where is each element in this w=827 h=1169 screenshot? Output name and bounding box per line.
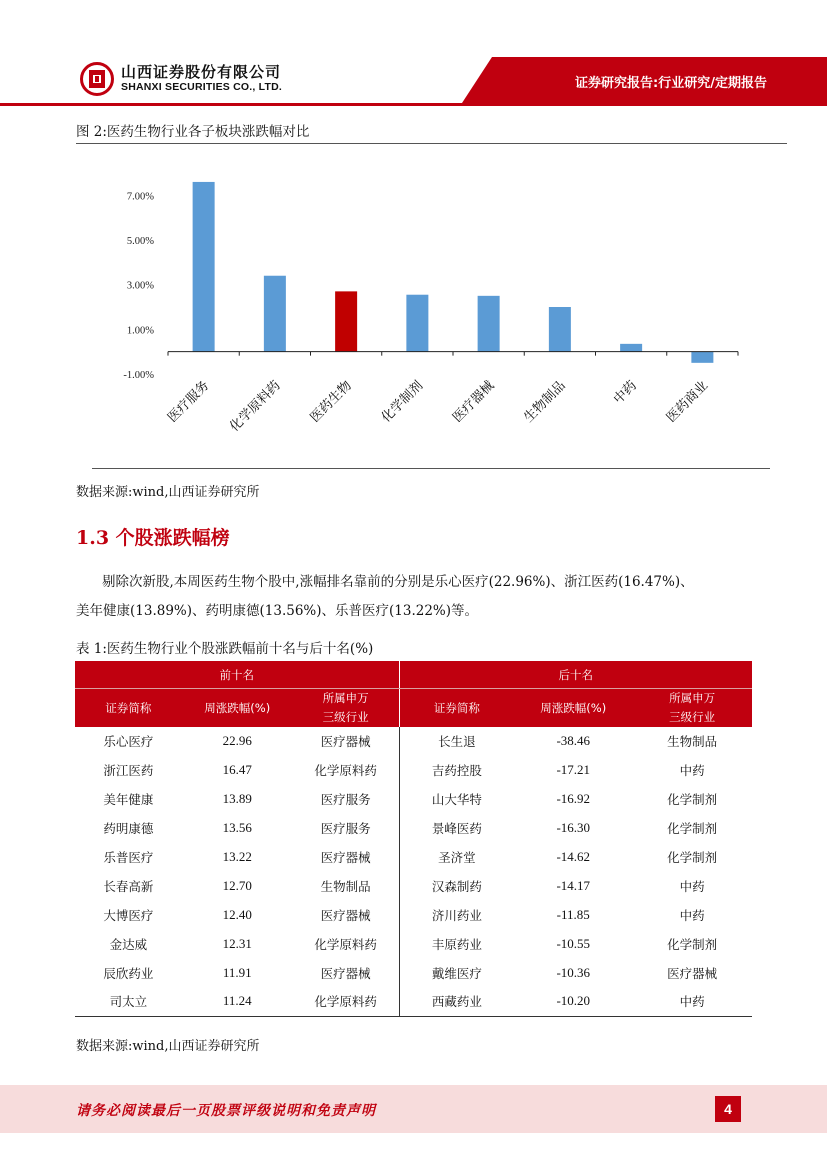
report-type-label: 证券研究报告:行业研究/定期报告 [575, 76, 767, 91]
cell-industry: 医疗服务 [293, 785, 399, 814]
col-header-name: 证券简称 [399, 689, 514, 728]
bar-chart [92, 150, 772, 468]
group-header-top10: 前十名 [75, 661, 399, 689]
cell-weekly-change: 16.47 [222, 762, 252, 778]
cell-industry: 生物制品 [667, 734, 718, 750]
stock-ranking-table [75, 661, 752, 1017]
figure-bottom-rule [92, 468, 770, 469]
cell-stock-name: 丰原药业 [431, 936, 482, 952]
cell-stock-name: 景峰医药 [431, 821, 482, 837]
header-divider [0, 103, 827, 106]
cell-weekly-change: -16.30 [556, 820, 591, 836]
cell-stock-name: 大博医疗 [103, 907, 154, 923]
cell-stock-name: 长生退 [438, 734, 476, 750]
col-header-name: 证券简称 [75, 689, 182, 728]
col-header-industry [632, 689, 752, 728]
cell-weekly-change: -16.92 [556, 791, 591, 807]
y-tick-label: 3.00% [126, 280, 154, 292]
bar-4 [406, 295, 428, 352]
cell-industry: 化学制剂 [667, 821, 718, 837]
table-row [75, 727, 752, 756]
table-title: 表 1:医药生物行业个股涨跌幅前十名与后十名(%) [76, 641, 374, 657]
cell-industry: 生物制品 [293, 871, 399, 900]
bar-6 [549, 307, 571, 352]
cell-stock-name: 浙江医药 [103, 763, 154, 779]
figure-top-rule [76, 143, 787, 144]
table-row [75, 785, 752, 814]
cell-industry: 医疗服务 [293, 814, 399, 843]
section-title: 1.3 个股涨跌幅榜 [76, 527, 230, 549]
cell-weekly-change: 12.31 [222, 935, 252, 951]
cell-stock-name: 美年健康 [103, 792, 154, 808]
cell-stock-name: 圣济堂 [438, 850, 476, 865]
cell-stock-name: 药明康德 [103, 821, 154, 837]
cell-weekly-change: -10.20 [514, 987, 632, 1016]
cell-industry: 医疗器械 [293, 727, 399, 756]
y-tick-label: 1.00% [126, 325, 154, 337]
cell-stock-name: 汉森制药 [431, 878, 482, 894]
cell-weekly-change: 13.56 [222, 820, 252, 836]
cell-weekly-change: 11.91 [222, 964, 252, 980]
cell-stock-name: 司太立 [75, 987, 182, 1016]
cell-weekly-change: -17.21 [556, 762, 591, 778]
table-row [75, 871, 752, 900]
cell-industry: 化学制剂 [667, 850, 718, 865]
table-row [75, 929, 752, 958]
x-category-label: 化学制剂 [378, 378, 427, 426]
page-number: 4 [715, 1096, 741, 1122]
table-row [75, 958, 752, 987]
cell-weekly-change: -11.85 [556, 906, 590, 922]
cell-weekly-change: 12.70 [222, 877, 252, 893]
cell-weekly-change: -10.36 [556, 964, 591, 980]
col-header-industry-line2: 三级行业 [322, 710, 369, 724]
cell-weekly-change: 11.24 [182, 987, 293, 1016]
x-category-label: 化学原料药 [227, 378, 284, 435]
cell-stock-name: 山大华特 [431, 792, 482, 808]
cell-industry: 中药 [679, 763, 705, 779]
cell-weekly-change: 12.40 [222, 906, 252, 922]
x-category-label: 医疗服务 [165, 378, 213, 426]
cell-stock-name: 吉药控股 [431, 763, 482, 779]
body-paragraph-line-1: 剔除次新股,本周医药生物个股中,涨幅排名靠前的分别是乐心医疗(22.96%)、浙江医药(16.47%)、 [102, 574, 694, 590]
y-tick-label: -1.00% [123, 370, 154, 381]
table-row [75, 843, 752, 872]
cell-industry: 化学原料药 [293, 987, 399, 1016]
x-category-label: 医药生物 [307, 378, 355, 426]
col-header-industry-line2: 三级行业 [669, 710, 716, 724]
cell-weekly-change: -10.55 [556, 935, 591, 951]
cell-industry: 医疗器械 [293, 958, 399, 987]
cell-industry: 中药 [679, 907, 705, 923]
bar-7 [620, 344, 642, 352]
cell-industry: 中药 [632, 987, 752, 1016]
table-body [75, 727, 752, 1016]
col-header-gain: 周涨跌幅(%) [182, 689, 293, 728]
cell-stock-name: 济川药业 [431, 907, 482, 923]
cell-weekly-change: 13.89 [222, 791, 252, 807]
cell-industry: 医疗器械 [667, 965, 718, 981]
cell-weekly-change: 13.22 [222, 849, 252, 864]
col-header-industry [293, 689, 399, 728]
cell-weekly-change: -14.17 [556, 877, 591, 893]
cell-stock-name: 辰欣药业 [103, 965, 154, 981]
x-category-label: 医疗器械 [450, 378, 498, 426]
bar-8 [691, 352, 713, 363]
company-name-cn: 山西证券股份有限公司 [121, 63, 282, 81]
cell-weekly-change: -38.46 [556, 733, 591, 749]
cell-weekly-change: -14.62 [556, 849, 591, 864]
cell-industry: 化学原料药 [293, 756, 399, 785]
cell-industry: 化学制剂 [667, 792, 718, 808]
x-category-label: 生物制品 [521, 378, 569, 426]
disclaimer-text: 请务必阅读最后一页股票评级说明和免责声明 [76, 1103, 376, 1119]
table-row [75, 900, 752, 929]
table-row [75, 756, 752, 785]
bar-2 [264, 276, 286, 352]
bar-5 [478, 296, 500, 352]
cell-stock-name: 乐心医疗 [103, 734, 154, 750]
cell-industry: 医疗器械 [293, 843, 399, 872]
company-logo-icon [80, 62, 114, 96]
cell-weekly-change: 22.96 [222, 733, 252, 749]
y-tick-label: 7.00% [126, 191, 154, 203]
figure-source: 数据来源:wind,山西证券研究所 [76, 485, 260, 500]
col-header-industry-line1: 所属申万 [322, 691, 369, 705]
cell-industry: 中药 [679, 878, 705, 894]
cell-stock-name: 长春高新 [103, 878, 154, 894]
y-tick-label: 5.00% [126, 236, 154, 247]
cell-industry: 化学制剂 [667, 936, 718, 952]
table-row [75, 987, 752, 1016]
x-category-label: 中药 [610, 378, 640, 408]
col-header-industry-line1: 所属申万 [669, 691, 716, 705]
cell-stock-name: 西藏药业 [399, 987, 514, 1016]
figure-title: 图 2:医药生物行业各子板块涨跌幅对比 [76, 124, 310, 140]
body-paragraph-line-2: 美年健康(13.89%)、药明康德(13.56%)、乐普医疗(13.22%)等。 [76, 603, 479, 619]
table-source: 数据来源:wind,山西证券研究所 [76, 1039, 260, 1054]
cell-stock-name: 金达威 [109, 936, 148, 952]
x-category-label: 医药商业 [663, 378, 712, 426]
table-row [75, 814, 752, 843]
bar-1 [193, 182, 215, 352]
col-header-gain: 周涨跌幅(%) [514, 689, 632, 728]
cell-industry: 医疗器械 [293, 900, 399, 929]
bar-3 [335, 291, 357, 351]
cell-stock-name: 戴维医疗 [431, 965, 482, 981]
cell-industry: 化学原料药 [293, 929, 399, 958]
group-header-bottom10: 后十名 [399, 661, 752, 689]
company-name-en: SHANXI SECURITIES CO., LTD. [121, 81, 282, 93]
cell-stock-name: 乐普医疗 [103, 850, 154, 865]
